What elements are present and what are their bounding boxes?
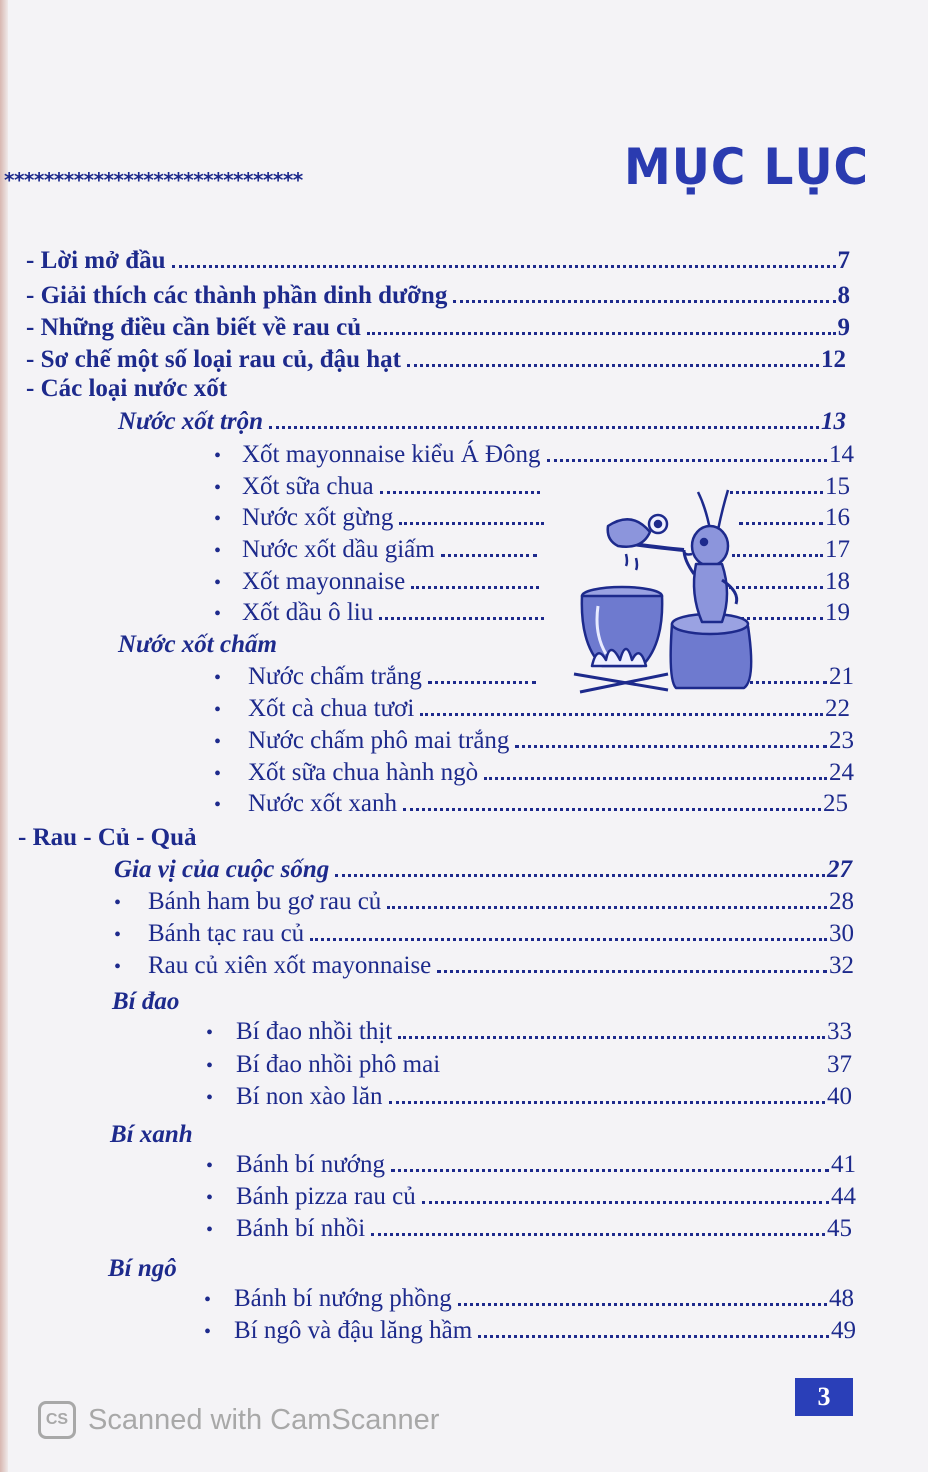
leader-dots	[398, 1036, 825, 1039]
leader-dots	[422, 1201, 829, 1204]
camscanner-logo: CS	[38, 1401, 76, 1439]
toc-item-page: 40	[827, 1083, 852, 1110]
page-number-badge: 3	[795, 1378, 853, 1416]
toc-subsection	[114, 855, 852, 885]
bullet: •	[114, 892, 122, 914]
toc-entry-page: 8	[837, 282, 850, 309]
bullet: •	[114, 956, 122, 978]
leader-dots	[391, 1169, 829, 1172]
section-heading: - Các loại nước xốt	[26, 375, 228, 402]
toc-item	[214, 726, 854, 756]
leader-dots	[441, 554, 537, 557]
toc-subsection	[118, 407, 846, 437]
leader-dots	[407, 364, 819, 367]
toc-item-label: Bánh bí nhồi	[236, 1215, 366, 1242]
toc-item-page: 22	[825, 695, 850, 722]
toc-item-label: Xốt dầu ô liu	[242, 599, 374, 626]
toc-entry	[26, 246, 850, 276]
toc-item-page: 24	[829, 759, 854, 786]
toc-item-label: Xốt cà chua tươi	[248, 695, 415, 722]
toc-item-label: Nước xốt xanh	[248, 790, 397, 817]
star-divider: ******************************	[4, 168, 303, 192]
bullet: •	[114, 924, 122, 946]
leader-dots	[380, 491, 540, 494]
leader-dots	[428, 681, 536, 684]
leader-dots	[335, 874, 825, 877]
leader-dots	[437, 970, 827, 973]
toc-item-label: Bánh pizza rau củ	[236, 1183, 416, 1210]
subsection-heading: Nước xốt chấm	[118, 631, 277, 658]
bullet: •	[206, 1087, 214, 1109]
toc-item-label: Nước xốt gừng	[242, 504, 394, 531]
section-heading: - Rau - Củ - Quả	[18, 824, 197, 851]
leader-dots	[399, 522, 544, 525]
toc-entry	[26, 345, 846, 375]
toc-item-page: 30	[829, 920, 854, 947]
bullet: •	[214, 731, 222, 753]
toc-item-page: 16	[825, 504, 850, 531]
leader-dots	[411, 586, 539, 589]
toc-entry-label: - Lời mở đầu	[26, 247, 166, 274]
toc-item-page: 28	[829, 888, 854, 915]
bullet: •	[214, 763, 222, 785]
toc-item-page: 21	[829, 663, 854, 690]
bullet: •	[214, 603, 222, 625]
toc-item-label: Xốt sữa chua hành ngò	[248, 759, 479, 786]
bullet: •	[214, 699, 222, 721]
leader-dots	[458, 1303, 827, 1306]
leader-dots	[403, 808, 821, 811]
watermark-text: Scanned with CamScanner	[88, 1403, 440, 1436]
toc-item-page: 15	[825, 473, 850, 500]
subsection-heading: Bí đao	[112, 988, 180, 1015]
leader-dots	[371, 1233, 825, 1236]
toc-entry-label: Nước xốt trộn	[118, 408, 264, 435]
toc-item-page: 44	[831, 1183, 856, 1210]
toc-entry-page: 9	[837, 314, 850, 341]
bullet: •	[206, 1219, 214, 1241]
toc-item	[214, 758, 854, 788]
leader-dots	[478, 1335, 829, 1338]
leader-dots	[172, 265, 836, 268]
subsection-heading: Bí ngô	[108, 1255, 177, 1282]
toc-item	[206, 1214, 852, 1244]
toc-item-label: Nước xốt dầu giấm	[242, 536, 435, 563]
toc-item-page: 41	[831, 1151, 856, 1178]
toc-item	[206, 1017, 852, 1047]
toc-item-page: 48	[829, 1285, 854, 1312]
toc-item	[204, 1316, 856, 1346]
bullet: •	[214, 445, 222, 467]
toc-item	[214, 789, 848, 819]
toc-item-label: Bí non xào lăn	[236, 1083, 383, 1110]
bullet: •	[214, 667, 222, 689]
toc-item-page: 14	[829, 441, 854, 468]
camscanner-watermark	[38, 1400, 439, 1440]
toc-item-label: Xốt sữa chua	[242, 473, 374, 500]
toc-item-page: 45	[827, 1215, 852, 1242]
leader-dots	[515, 745, 827, 748]
leader-dots	[367, 332, 835, 335]
bullet: •	[204, 1289, 212, 1311]
leader-dots	[269, 426, 819, 429]
bullet: •	[214, 572, 222, 594]
toc-entry-label: Gia vị của cuộc sống	[114, 856, 330, 883]
toc-item-label: Bí đao nhồi thịt	[236, 1018, 393, 1045]
leader-dots	[547, 459, 827, 462]
leader-dots	[453, 300, 835, 303]
toc-entry-page: 13	[821, 408, 846, 435]
leader-dots	[379, 617, 544, 620]
toc-item-page: 32	[829, 952, 854, 979]
toc-entry-label: - Giải thích các thành phần dinh dưỡng	[26, 282, 448, 309]
bullet: •	[214, 540, 222, 562]
bullet: •	[206, 1187, 214, 1209]
toc-item-label: Xốt mayonnaise	[242, 568, 406, 595]
toc-item-page: 37	[827, 1051, 852, 1078]
toc-item-page: 25	[823, 790, 848, 817]
toc-item	[206, 1082, 852, 1112]
toc-item-label: Bánh ham bu gơ rau củ	[148, 888, 382, 915]
bullet: •	[206, 1055, 214, 1077]
toc-entry-page: 12	[821, 346, 846, 373]
toc-item-label: Rau củ xiên xốt mayonnaise	[148, 952, 432, 979]
toc-entry-page: 27	[827, 856, 852, 883]
leader-dots	[387, 906, 827, 909]
toc-item	[206, 1150, 856, 1180]
toc-item-page: 49	[831, 1317, 856, 1344]
toc-entry-label: - Sơ chế một số loại rau củ, đậu hạt	[26, 346, 401, 373]
toc-item-label: Bí đao nhồi phô mai	[236, 1051, 441, 1078]
toc-entry-label: - Những điều cần biết về rau củ	[26, 314, 362, 341]
leader-dots	[389, 1101, 825, 1104]
toc-item	[204, 1284, 854, 1314]
toc-entry-page: 7	[837, 247, 850, 274]
toc-entry	[26, 313, 850, 343]
toc-item	[114, 951, 854, 981]
subsection-heading: Bí xanh	[110, 1121, 193, 1148]
toc-item	[206, 1050, 852, 1080]
bullet: •	[214, 794, 222, 816]
toc-item	[206, 1182, 856, 1212]
toc-item-page: 23	[829, 727, 854, 754]
toc-item-page: 19	[825, 599, 850, 626]
toc-item	[114, 887, 854, 917]
toc-item-label: Nước chấm phô mai trắng	[248, 727, 510, 754]
toc-item-label: Nước chấm trắng	[248, 663, 422, 690]
toc-item	[214, 440, 854, 470]
bullet: •	[206, 1022, 214, 1044]
bullet: •	[206, 1155, 214, 1177]
bullet: •	[214, 477, 222, 499]
toc-item-page: 18	[825, 568, 850, 595]
bullet: •	[214, 508, 222, 530]
rabbit-cooking-pot-illustration	[572, 484, 772, 704]
toc-item-page: 17	[825, 536, 850, 563]
leader-dots	[420, 713, 823, 716]
leader-dots	[310, 938, 827, 941]
toc-item-label: Bánh bí nướng phồng	[234, 1285, 452, 1312]
toc-item-label: Bí ngô và đậu lăng hầm	[234, 1317, 473, 1344]
toc-item-label: Xốt mayonnaise kiểu Á Đông	[242, 441, 541, 468]
bullet: •	[204, 1321, 212, 1343]
toc-item-label: Bánh bí nướng	[236, 1151, 385, 1178]
toc-entry	[26, 281, 850, 311]
leader-dots	[484, 777, 827, 780]
toc-item	[114, 919, 854, 949]
page-title: MỤC LỤC	[624, 138, 869, 196]
toc-item-label: Bánh tạc rau củ	[148, 920, 305, 947]
toc-item-page: 33	[827, 1018, 852, 1045]
